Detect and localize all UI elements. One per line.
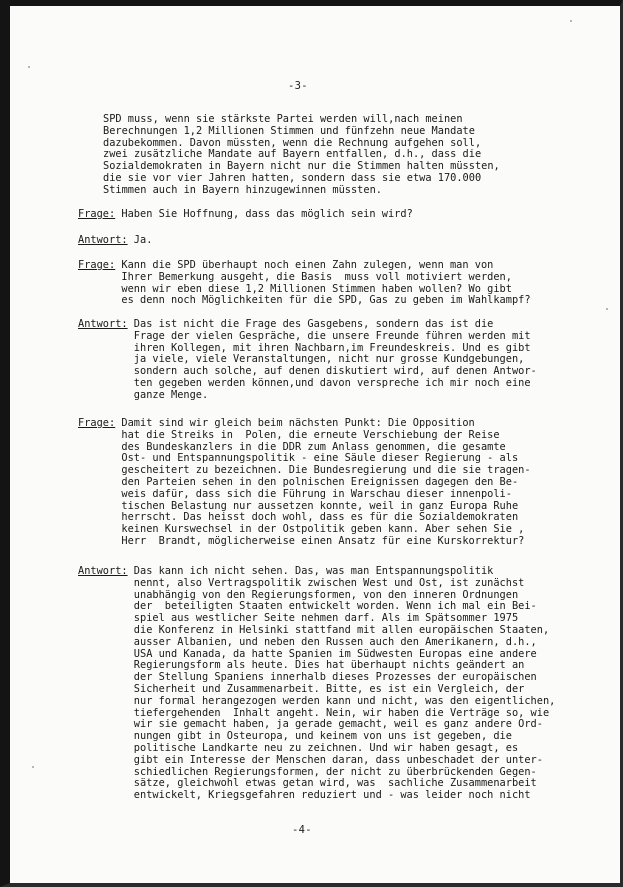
answer-text: Das kann ich nicht sehen. Das, was man Entspannungspolitik nennt, also Vertragspolitik zwischen West und Ost, ist zunächst unabhängig von den Regierungsformen, von den inneren Ordnungen der beteiligten Staaten entwickelt worden. Wenn ich mal ein Bei- spiel aus westlicher Seite nehmen darf. Als im Spätsommer 1975 die Konferenz in Helsinki stattfand mit allen europäischen Staaten, ausser Albanien, und neben den Russen auch den Amerikanern, d.h., USA und Kanada, da hatte Spanien im Südwesten Europas eine andere Regierungsform als heute. Dies hat überhaupt nichts geändert an der Stellung Spaniens innerhalb dieses Prozesses der europäischen Sicherheit und Zusammenarbeit. Bitte, es ist ein Vergleich, der nur formal herangezogen werden kann und nicht, was den eigentlichen, tiefergehenden Inhalt angeht. Nein, wir haben die Verträge so, wie wir sie gemacht haben, ja gerade gemacht, weil es ganz andere Ord- nungen gibt in Osteuropa, und keinem von uns ist gegeben, die politische Landkarte neu zu zeichnen. Und wir haben gesagt, es gibt ein Interesse der Menschen daran, dass unbeschadet der unter- schiedlichen Regierungsformen, der nicht zu überbrückenden Gegen- sätze, gleichwohl etwas getan wird, was sachliche Zusammenarbeit entwickelt, Kriegsgefahren reduziert und - was leider noch nicht [133, 565, 556, 802]
page-number-top: -3- [288, 80, 308, 92]
scan-speck [606, 308, 608, 310]
exchange-answer-policy [78, 566, 555, 802]
answer-text: Das ist nicht die Frage des Gasgebens, sondern das ist die Frage der vielen Gespräche, die unsere Freunde führen werden mit ihren Kollegen, mit ihren Nachbarn,im Freundeskreis. Und es gibt ja viele, viele Veranstaltungen, nicht nur grosse Kundgebungen, sondern auch solche, auf denen diskutiert wird, auf denen Antwor- ten gegeben werden können,und davon verspreche ich mir noch eine ganze Menge. [133, 318, 537, 401]
answer-label: Antwort: [78, 234, 128, 246]
question-text: Haben Sie Hoffnung, dass das möglich sein wird? [115, 208, 413, 220]
document-page [10, 6, 620, 883]
question-text: Damit sind wir gleich beim nächsten Punkt: Die Opposition hat die Streiks in Polen, die erneute Verschiebung der Reise des Bundeskanzlers in die DDR zum Anlass genommen, die gesamte Ost- und Entspannungspolitik - eine Säule dieser Regierung - als gescheitert zu bezeichnen. Die Bundesregierung und die sie tragen- den Parteien sehen in den polnischen Ereignissen dagegen den Be- weis dafür, dass sich die Führung in Warschau dieser innenpoli- tischen Belastung nur aussetzen konnte, weil in ganz Europa Ruhe herrscht. Das heisst doch wohl, dass es für die Sozialdemokraten keinen Kurswechsel in der Ostpolitik geben kann. Aber sehen Sie , Herr Brandt, möglicherweise einen Ansatz für eine Kurskorrektur? [121, 417, 531, 547]
exchange-question-spd [78, 260, 531, 307]
answer-label: Antwort: [78, 565, 128, 577]
exchange-answer-gas [78, 319, 537, 402]
page-number-bottom: -4- [292, 824, 312, 836]
answer-text: Ja. [127, 234, 153, 246]
scan-speck [28, 66, 30, 68]
question-text: Kann die SPD überhaupt noch einen Zahn zulegen, wenn man von Ihrer Bemerkung ausgeht, die Basis muss voll motiviert werden, wenn wir eben diese 1,2 Millionen Stimmen haben wollen? Wo gibt es denn noch Möglichkeiten für die SPD, Gas zu geben im Wahlkampf? [121, 259, 531, 307]
intro-paragraph: SPD muss, wenn sie stärkste Partei werden will,nach meinen Berechnungen 1,2 Millionen Stimmen und fünfzehn neue Mandate dazubekommen. Davon müssten, wenn die Rechnung aufgehen soll, zwei zusätzliche Mandate auf Bayern entfallen, d.h., dass die Sozialdemokraten in Bayern nicht nur die Stimmen halten müssten, die sie vor vier Jahren hatten, sondern dass sie etwa 170.000 Stimmen auch in Bayern hinzugewinnen müssten. [103, 113, 500, 196]
question-label: Frage: [78, 208, 116, 220]
exchange-question-opposition [78, 418, 531, 548]
scan-speck [570, 20, 572, 22]
exchange-question-hope [78, 209, 413, 221]
answer-label: Antwort: [78, 318, 128, 330]
scan-speck [32, 766, 34, 768]
question-label: Frage: [78, 417, 116, 429]
question-label: Frage: [78, 259, 116, 271]
exchange-answer-yes [78, 235, 152, 247]
